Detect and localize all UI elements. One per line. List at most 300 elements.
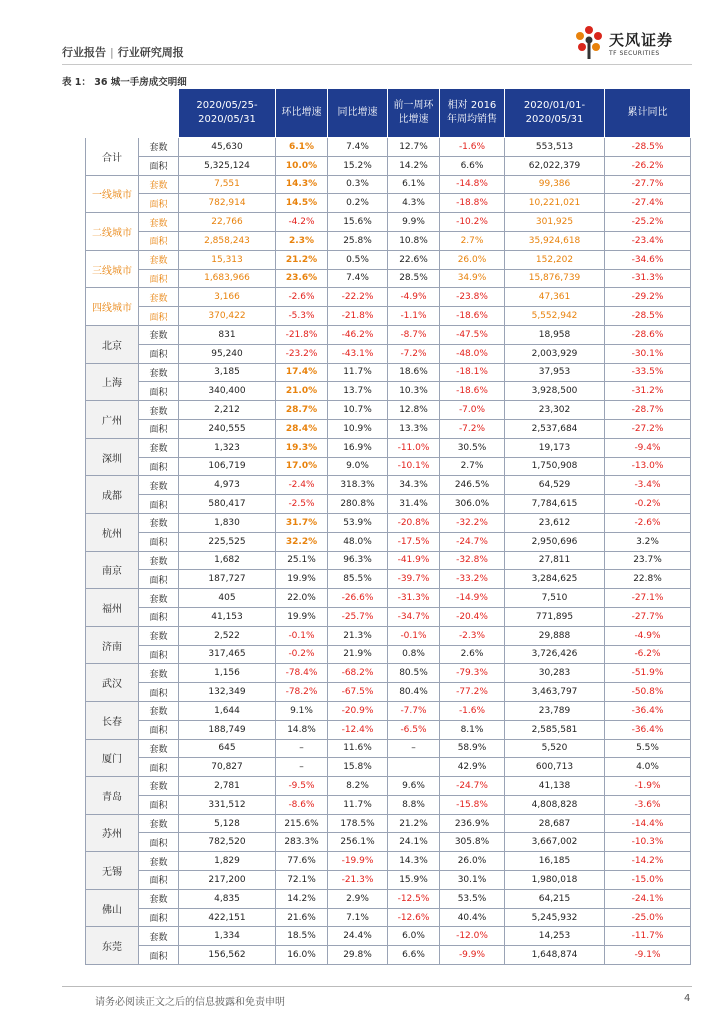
table-row — [86, 363, 691, 382]
header-cell-mom: 环比增速 — [276, 89, 328, 138]
data-cell: 306.0% — [440, 495, 505, 514]
data-cell: 5,520 — [505, 739, 605, 758]
data-cell: -68.2% — [328, 664, 388, 683]
table-row — [86, 476, 691, 495]
metric-area-label: 面积 — [139, 269, 179, 288]
metric-count-label: 套数 — [139, 438, 179, 457]
data-cell: 9.6% — [388, 777, 440, 796]
data-cell: 30,283 — [505, 664, 605, 683]
metric-count-label: 套数 — [139, 288, 179, 307]
data-cell: -10.1% — [388, 457, 440, 476]
data-cell: -0.2% — [276, 645, 328, 664]
data-cell: -28.7% — [605, 401, 691, 420]
data-cell: 7,510 — [505, 589, 605, 608]
data-cell: -9.5% — [276, 777, 328, 796]
data-cell: -46.2% — [328, 325, 388, 344]
data-cell: -9.1% — [605, 946, 691, 965]
data-cell: -8.7% — [388, 325, 440, 344]
data-cell: -36.4% — [605, 701, 691, 720]
data-cell: 1,829 — [179, 852, 276, 871]
city-name: 长春 — [86, 701, 139, 739]
metric-count-label: 套数 — [139, 889, 179, 908]
table-header-row — [86, 89, 691, 138]
data-cell: -28.5% — [605, 138, 691, 157]
table-row — [86, 551, 691, 570]
data-cell: -20.9% — [328, 701, 388, 720]
metric-area-label: 面积 — [139, 419, 179, 438]
data-cell: -32.2% — [440, 513, 505, 532]
header-separator: | — [110, 46, 114, 59]
data-cell: – — [388, 739, 440, 758]
data-cell: 8.8% — [388, 795, 440, 814]
data-cell: 2,212 — [179, 401, 276, 420]
data-cell: -78.4% — [276, 664, 328, 683]
metric-area-label: 面积 — [139, 607, 179, 626]
data-cell: -1.6% — [440, 138, 505, 157]
data-cell: 2.7% — [440, 231, 505, 250]
data-cell: -4.9% — [605, 626, 691, 645]
data-cell: 188,749 — [179, 720, 276, 739]
data-cell: 12.7% — [388, 138, 440, 157]
table-row — [86, 231, 691, 250]
data-cell: 256.1% — [328, 833, 388, 852]
data-cell: 23,789 — [505, 701, 605, 720]
data-cell: 22.0% — [276, 589, 328, 608]
data-cell: 70,827 — [179, 758, 276, 777]
table-row — [86, 495, 691, 514]
metric-count-label: 套数 — [139, 814, 179, 833]
data-cell: 317,465 — [179, 645, 276, 664]
table-row — [86, 307, 691, 326]
data-cell: 19.3% — [276, 438, 328, 457]
data-cell: -14.2% — [605, 852, 691, 871]
data-cell: -6.2% — [605, 645, 691, 664]
table-row — [86, 833, 691, 852]
data-cell: -11.0% — [388, 438, 440, 457]
data-cell: 99,386 — [505, 175, 605, 194]
report-type-header — [62, 44, 184, 60]
data-cell: 11.7% — [328, 795, 388, 814]
report-type: 行业报告 — [62, 46, 106, 59]
table-row — [86, 175, 691, 194]
data-cell: 7,551 — [179, 175, 276, 194]
data-cell: -2.6% — [605, 513, 691, 532]
table-row — [86, 401, 691, 420]
data-cell: 47,361 — [505, 288, 605, 307]
metric-count-label: 套数 — [139, 401, 179, 420]
data-cell: 95,240 — [179, 344, 276, 363]
data-cell: 28,687 — [505, 814, 605, 833]
data-cell: 1,683,966 — [179, 269, 276, 288]
data-cell: 2.9% — [328, 889, 388, 908]
header-cell-metric — [139, 89, 179, 138]
data-cell: 27,811 — [505, 551, 605, 570]
data-cell: 32.2% — [276, 532, 328, 551]
table-row — [86, 513, 691, 532]
metric-area-label: 面积 — [139, 382, 179, 401]
data-cell: 178.5% — [328, 814, 388, 833]
data-cell: -5.3% — [276, 307, 328, 326]
city-name: 北京 — [86, 325, 139, 363]
data-cell: 301,925 — [505, 213, 605, 232]
table-row — [86, 325, 691, 344]
data-cell: 26.0% — [440, 250, 505, 269]
data-cell: 156,562 — [179, 946, 276, 965]
data-cell: -27.4% — [605, 194, 691, 213]
metric-count-label: 套数 — [139, 777, 179, 796]
data-cell: -14.9% — [440, 589, 505, 608]
table-row — [86, 871, 691, 890]
data-cell: -12.5% — [388, 889, 440, 908]
metric-count-label: 套数 — [139, 664, 179, 683]
data-cell: 5,552,942 — [505, 307, 605, 326]
data-cell: -14.8% — [440, 175, 505, 194]
data-cell: 25.1% — [276, 551, 328, 570]
data-cell: 18.6% — [388, 363, 440, 382]
data-cell: 14,253 — [505, 927, 605, 946]
data-cell: -23.2% — [276, 344, 328, 363]
data-cell: -50.8% — [605, 683, 691, 702]
data-cell: 72.1% — [276, 871, 328, 890]
city-name: 深圳 — [86, 438, 139, 476]
metric-area-label: 面积 — [139, 645, 179, 664]
data-cell: 21.9% — [328, 645, 388, 664]
data-cell: 8.1% — [440, 720, 505, 739]
data-cell: -32.8% — [440, 551, 505, 570]
data-cell: 8.2% — [328, 777, 388, 796]
data-cell: 53.5% — [440, 889, 505, 908]
data-cell: 23,302 — [505, 401, 605, 420]
data-cell: 106,719 — [179, 457, 276, 476]
data-cell: 0.2% — [328, 194, 388, 213]
city-name: 上海 — [86, 363, 139, 401]
data-cell: -24.7% — [440, 777, 505, 796]
data-cell: -0.2% — [605, 495, 691, 514]
metric-area-label: 面积 — [139, 495, 179, 514]
table-row — [86, 946, 691, 965]
metric-area-label: 面积 — [139, 457, 179, 476]
data-cell: -4.9% — [388, 288, 440, 307]
header-divider — [62, 64, 692, 65]
data-cell: 6.6% — [388, 946, 440, 965]
data-cell: 62,022,379 — [505, 156, 605, 175]
city-name: 青岛 — [86, 777, 139, 815]
data-cell: 246.5% — [440, 476, 505, 495]
data-cell: -77.2% — [440, 683, 505, 702]
header-cell-city — [86, 89, 139, 138]
data-cell: 225,525 — [179, 532, 276, 551]
data-cell: -17.5% — [388, 532, 440, 551]
table-row — [86, 194, 691, 213]
data-cell: 30.1% — [440, 871, 505, 890]
metric-count-label: 套数 — [139, 927, 179, 946]
table-row — [86, 438, 691, 457]
data-cell: 2,950,696 — [505, 532, 605, 551]
data-cell — [388, 758, 440, 777]
data-cell: 11.6% — [328, 739, 388, 758]
data-cell: -21.8% — [276, 325, 328, 344]
table-body — [86, 138, 691, 965]
table-row — [86, 908, 691, 927]
data-cell: 331,512 — [179, 795, 276, 814]
table-row — [86, 777, 691, 796]
data-cell: 405 — [179, 589, 276, 608]
city-name: 四线城市 — [86, 288, 139, 326]
data-cell: -20.4% — [440, 607, 505, 626]
data-cell: -28.6% — [605, 325, 691, 344]
data-cell: 6.0% — [388, 927, 440, 946]
data-cell: 422,151 — [179, 908, 276, 927]
data-cell: 42.9% — [440, 758, 505, 777]
data-cell: -25.2% — [605, 213, 691, 232]
data-cell: 15.9% — [388, 871, 440, 890]
table-row — [86, 664, 691, 683]
data-cell: 831 — [179, 325, 276, 344]
data-cell: 14.2% — [388, 156, 440, 175]
data-cell: 318.3% — [328, 476, 388, 495]
data-cell: -78.2% — [276, 683, 328, 702]
data-cell: 7.4% — [328, 269, 388, 288]
city-name: 南京 — [86, 551, 139, 589]
data-cell: 3,928,500 — [505, 382, 605, 401]
data-cell: -34.7% — [388, 607, 440, 626]
metric-area-label: 面积 — [139, 231, 179, 250]
data-cell: 1,682 — [179, 551, 276, 570]
data-cell: 4.3% — [388, 194, 440, 213]
metric-area-label: 面积 — [139, 833, 179, 852]
data-cell: -30.1% — [605, 344, 691, 363]
data-cell: 25.8% — [328, 231, 388, 250]
data-cell: 3,185 — [179, 363, 276, 382]
data-cell: 3,166 — [179, 288, 276, 307]
data-cell: 14.8% — [276, 720, 328, 739]
data-cell: 19,173 — [505, 438, 605, 457]
data-cell: 6.1% — [276, 138, 328, 157]
data-cell: -24.7% — [440, 532, 505, 551]
data-cell: 15,313 — [179, 250, 276, 269]
data-cell: 16.9% — [328, 438, 388, 457]
data-cell: 96.3% — [328, 551, 388, 570]
page-number: 4 — [684, 993, 691, 1004]
city-name: 成都 — [86, 476, 139, 514]
data-cell: -20.8% — [388, 513, 440, 532]
city-name: 东莞 — [86, 927, 139, 965]
city-name: 广州 — [86, 401, 139, 439]
table-row — [86, 269, 691, 288]
data-cell: 187,727 — [179, 570, 276, 589]
data-cell: 19.9% — [276, 607, 328, 626]
data-cell: -10.2% — [440, 213, 505, 232]
data-cell: 41,153 — [179, 607, 276, 626]
data-cell: 370,422 — [179, 307, 276, 326]
data-cell: -13.0% — [605, 457, 691, 476]
data-cell: -43.1% — [328, 344, 388, 363]
data-cell: 7.4% — [328, 138, 388, 157]
footer-disclaimer: 请务必阅读正文之后的信息披露和免责申明 — [95, 997, 285, 1008]
data-cell: -23.8% — [440, 288, 505, 307]
metric-count-label: 套数 — [139, 175, 179, 194]
table-row — [86, 626, 691, 645]
metric-area-label: 面积 — [139, 570, 179, 589]
data-cell: -10.3% — [605, 833, 691, 852]
header-cell-vs-2016: 相对 2016 年周均销售 — [440, 89, 505, 138]
table-row — [86, 683, 691, 702]
data-cell: 24.1% — [388, 833, 440, 852]
data-cell: -79.3% — [440, 664, 505, 683]
data-cell: 2.3% — [276, 231, 328, 250]
data-cell: 21.2% — [388, 814, 440, 833]
brand-logo — [571, 22, 691, 64]
data-cell: – — [276, 739, 328, 758]
data-cell: -26.2% — [605, 156, 691, 175]
data-cell: 17.4% — [276, 363, 328, 382]
data-cell: 26.0% — [440, 852, 505, 871]
table-row — [86, 532, 691, 551]
data-cell: 41,138 — [505, 777, 605, 796]
data-cell: 1,750,908 — [505, 457, 605, 476]
data-cell: 782,520 — [179, 833, 276, 852]
data-cell: 283.3% — [276, 833, 328, 852]
data-cell: 280.8% — [328, 495, 388, 514]
header-cell-prev-week: 前一周环比增速 — [388, 89, 440, 138]
data-cell: 15,876,739 — [505, 269, 605, 288]
metric-count-label: 套数 — [139, 739, 179, 758]
data-cell: -23.4% — [605, 231, 691, 250]
metric-area-label: 面积 — [139, 908, 179, 927]
data-cell: -25.0% — [605, 908, 691, 927]
table-row — [86, 739, 691, 758]
table-row — [86, 570, 691, 589]
data-cell: 21.3% — [328, 626, 388, 645]
table-title: 表 1： 36 城一手房成交明细 — [62, 77, 187, 88]
data-cell: 1,648,874 — [505, 946, 605, 965]
table-row — [86, 645, 691, 664]
data-cell: 7.1% — [328, 908, 388, 927]
city-name: 苏州 — [86, 814, 139, 852]
data-cell: 2,522 — [179, 626, 276, 645]
data-cell: -12.0% — [440, 927, 505, 946]
table-row — [86, 250, 691, 269]
data-cell: 236.9% — [440, 814, 505, 833]
data-cell: 48.0% — [328, 532, 388, 551]
table-row — [86, 138, 691, 157]
table-row — [86, 889, 691, 908]
data-cell: -22.2% — [328, 288, 388, 307]
data-cell: 45,630 — [179, 138, 276, 157]
data-cell: 10.3% — [388, 382, 440, 401]
metric-count-label: 套数 — [139, 363, 179, 382]
metric-count-label: 套数 — [139, 325, 179, 344]
data-cell: -26.6% — [328, 589, 388, 608]
data-cell: -67.5% — [328, 683, 388, 702]
data-cell: 35,924,618 — [505, 231, 605, 250]
data-cell: 0.8% — [388, 645, 440, 664]
data-cell: 10.0% — [276, 156, 328, 175]
data-cell: 22.8% — [605, 570, 691, 589]
data-cell: -1.6% — [440, 701, 505, 720]
city-name: 佛山 — [86, 889, 139, 927]
data-cell: 2,858,243 — [179, 231, 276, 250]
metric-area-label: 面积 — [139, 683, 179, 702]
table-row — [86, 927, 691, 946]
metric-area-label: 面积 — [139, 194, 179, 213]
table-row — [86, 758, 691, 777]
table-row — [86, 213, 691, 232]
table-row — [86, 344, 691, 363]
metric-count-label: 套数 — [139, 138, 179, 157]
table-row — [86, 382, 691, 401]
data-cell: 6.6% — [440, 156, 505, 175]
data-cell: -2.4% — [276, 476, 328, 495]
brand-name-en: TF SECURITIES — [609, 50, 660, 57]
metric-area-label: 面积 — [139, 532, 179, 551]
data-cell: -2.6% — [276, 288, 328, 307]
data-cell: 31.7% — [276, 513, 328, 532]
data-cell: 0.5% — [328, 250, 388, 269]
data-cell: 5,128 — [179, 814, 276, 833]
metric-area-label: 面积 — [139, 156, 179, 175]
data-cell: 17.0% — [276, 457, 328, 476]
data-cell: 305.8% — [440, 833, 505, 852]
metric-area-label: 面积 — [139, 344, 179, 363]
data-cell: 5,245,932 — [505, 908, 605, 927]
city-name: 武汉 — [86, 664, 139, 702]
header-cell-ytd: 2020/01/01-2020/05/31 — [505, 89, 605, 138]
metric-area-label: 面积 — [139, 720, 179, 739]
data-cell: 15.8% — [328, 758, 388, 777]
data-cell: 64,215 — [505, 889, 605, 908]
data-cell: 7,784,615 — [505, 495, 605, 514]
data-cell: 132,349 — [179, 683, 276, 702]
data-cell: -0.1% — [276, 626, 328, 645]
data-cell: 85.5% — [328, 570, 388, 589]
data-cell: -33.5% — [605, 363, 691, 382]
data-cell: -12.6% — [388, 908, 440, 927]
data-cell: 18,958 — [505, 325, 605, 344]
data-cell: -15.8% — [440, 795, 505, 814]
data-cell: -1.1% — [388, 307, 440, 326]
data-cell: 5,325,124 — [179, 156, 276, 175]
data-cell: -24.1% — [605, 889, 691, 908]
data-cell: 13.3% — [388, 419, 440, 438]
metric-area-label: 面积 — [139, 946, 179, 965]
transaction-table — [85, 88, 691, 965]
data-cell: -36.4% — [605, 720, 691, 739]
data-cell: 23,612 — [505, 513, 605, 532]
data-cell: -19.9% — [328, 852, 388, 871]
data-cell: -29.2% — [605, 288, 691, 307]
data-cell: 580,417 — [179, 495, 276, 514]
data-cell: -39.7% — [388, 570, 440, 589]
data-cell: 1,323 — [179, 438, 276, 457]
data-cell: 645 — [179, 739, 276, 758]
table-row — [86, 457, 691, 476]
data-cell: 64,529 — [505, 476, 605, 495]
data-cell: 1,644 — [179, 701, 276, 720]
data-cell: 1,156 — [179, 664, 276, 683]
data-cell: -18.1% — [440, 363, 505, 382]
city-name: 无锡 — [86, 852, 139, 890]
data-cell: 600,713 — [505, 758, 605, 777]
data-cell: 10.9% — [328, 419, 388, 438]
data-cell: 553,513 — [505, 138, 605, 157]
data-cell: 28.5% — [388, 269, 440, 288]
data-cell: 16.0% — [276, 946, 328, 965]
data-cell: 340,400 — [179, 382, 276, 401]
data-cell: -15.0% — [605, 871, 691, 890]
metric-area-label: 面积 — [139, 758, 179, 777]
data-cell: -3.6% — [605, 795, 691, 814]
